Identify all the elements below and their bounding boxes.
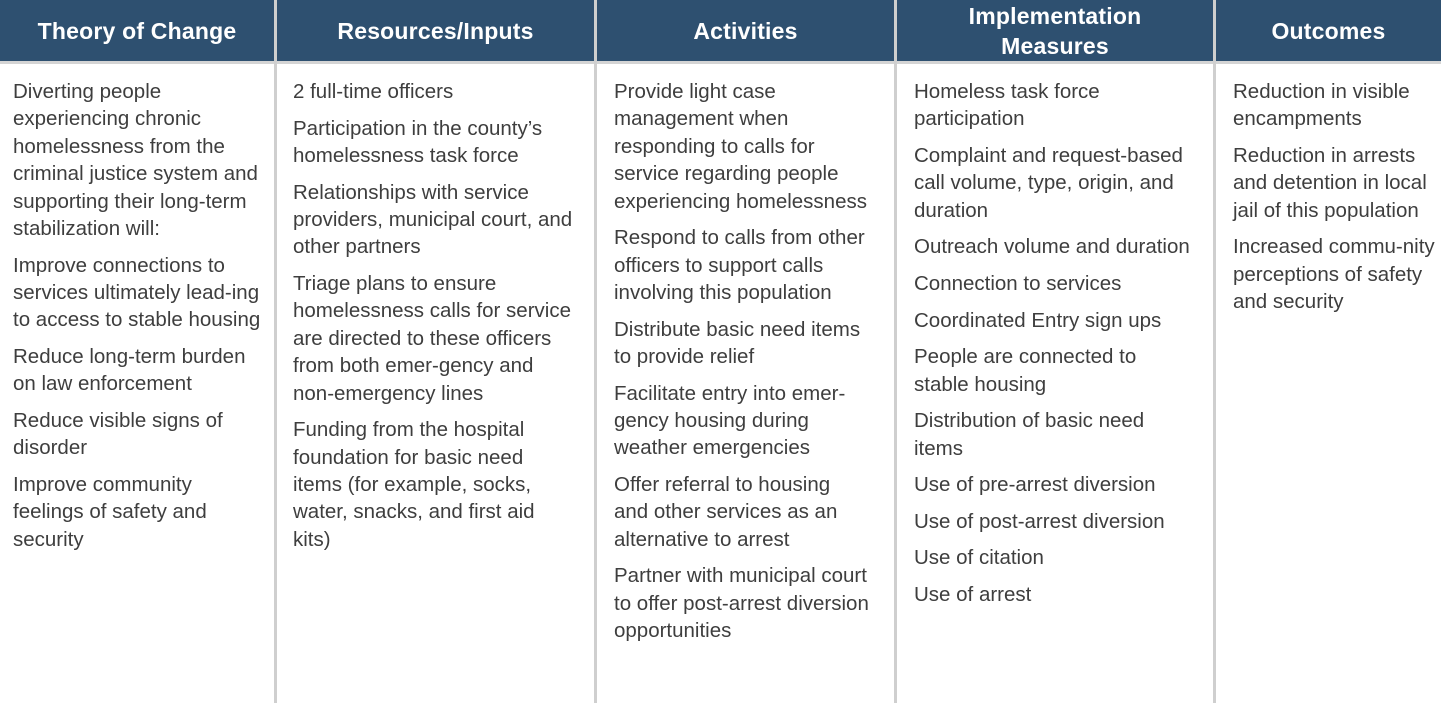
list-item: Reduction in arrests and detention in local jail of this population <box>1233 144 1427 222</box>
column-divider <box>894 0 897 703</box>
header-resources-inputs <box>277 0 594 62</box>
header-outcomes <box>1216 0 1441 62</box>
list-item: Increased commu-nity perceptions of safety and security <box>1233 235 1435 314</box>
header-activities-label: Activities <box>693 18 798 44</box>
list-item: Reduction in visible encampments <box>1233 80 1410 131</box>
list-item: Use of pre-arrest diversion <box>914 473 1156 497</box>
header-theory-label: Theory of Change <box>37 18 237 44</box>
list-item: Respond to calls from other officers to support calls involving this population <box>614 226 865 305</box>
list-item: Improve connections to services ultimately lead-ing to access to stable housing <box>13 253 261 332</box>
list-item: Relationships with service providers, municipal court, and other partners <box>293 180 573 259</box>
list-item: Connection to services <box>914 272 1122 295</box>
header-theory-of-change <box>0 0 274 62</box>
list-item: Homeless task force participation <box>914 80 1100 131</box>
list-item: 2 full-time officers <box>293 80 454 103</box>
list-item: Distribute basic need items to provide relief <box>614 317 861 369</box>
theory-list <box>13 78 264 553</box>
header-implementation-line2: Measures <box>1001 33 1109 59</box>
list-item: Diverting people experiencing chronic homelessness from the criminal justice system and supporting their long-term stabilization will: <box>13 80 258 241</box>
column-divider <box>594 0 597 703</box>
list-item: Reduce visible signs of disorder <box>13 409 223 460</box>
column-theory-of-change <box>0 64 270 703</box>
column-resources-inputs <box>280 64 582 703</box>
header-implementation-line1: Implementation <box>968 3 1142 29</box>
list-item: Provide light case management when responding to calls for service regarding people experiencing homelessness <box>614 80 867 213</box>
list-item: Outreach volume and duration <box>914 235 1190 259</box>
list-item: Participation in the county’s homelessness task force <box>293 116 543 167</box>
resources-list <box>293 78 576 553</box>
header-outcomes-label: Outcomes <box>1271 18 1386 44</box>
list-item: Use of citation <box>914 546 1044 570</box>
column-activities <box>601 64 876 703</box>
header-row <box>0 0 1441 62</box>
list-item: Partner with municipal court to offer post-arrest diversion opportunities <box>614 564 869 643</box>
column-implementation-measures <box>901 64 1201 703</box>
list-item: Use of post-arrest diversion <box>914 509 1165 533</box>
list-item: Complaint and request-based call volume, type, origin, and duration <box>914 144 1183 222</box>
implementation-list <box>914 78 1195 608</box>
header-activities <box>597 0 894 62</box>
list-item: Triage plans to ensure homelessness calls for service are directed to these officers from both emer-gency and non-emergency lines <box>293 272 571 405</box>
header-resources-label: Resources/Inputs <box>337 18 534 44</box>
column-divider <box>1213 0 1216 703</box>
list-item: Funding from the hospital foundation for basic need items (for example, socks, water, snacks, and first aid kits) <box>293 418 535 551</box>
list-item: Use of arrest <box>914 582 1032 606</box>
list-item: People are connected to stable housing <box>914 345 1137 396</box>
list-item: Coordinated Entry sign ups <box>914 308 1162 332</box>
column-outcomes <box>1220 64 1441 703</box>
list-item: Reduce long-term burden on law enforcement <box>13 345 246 396</box>
list-item: Facilitate entry into emer-gency housing during weather emergencies <box>614 381 846 460</box>
list-item: Offer referral to housing and other services as an alternative to arrest <box>614 473 838 551</box>
list-item: Distribution of basic need items <box>914 409 1145 460</box>
list-item: Improve community feelings of safety and security <box>13 473 207 551</box>
header-implementation-measures <box>897 0 1213 62</box>
outcomes-list <box>1233 78 1435 316</box>
activities-list <box>614 78 870 645</box>
column-divider <box>274 0 277 703</box>
